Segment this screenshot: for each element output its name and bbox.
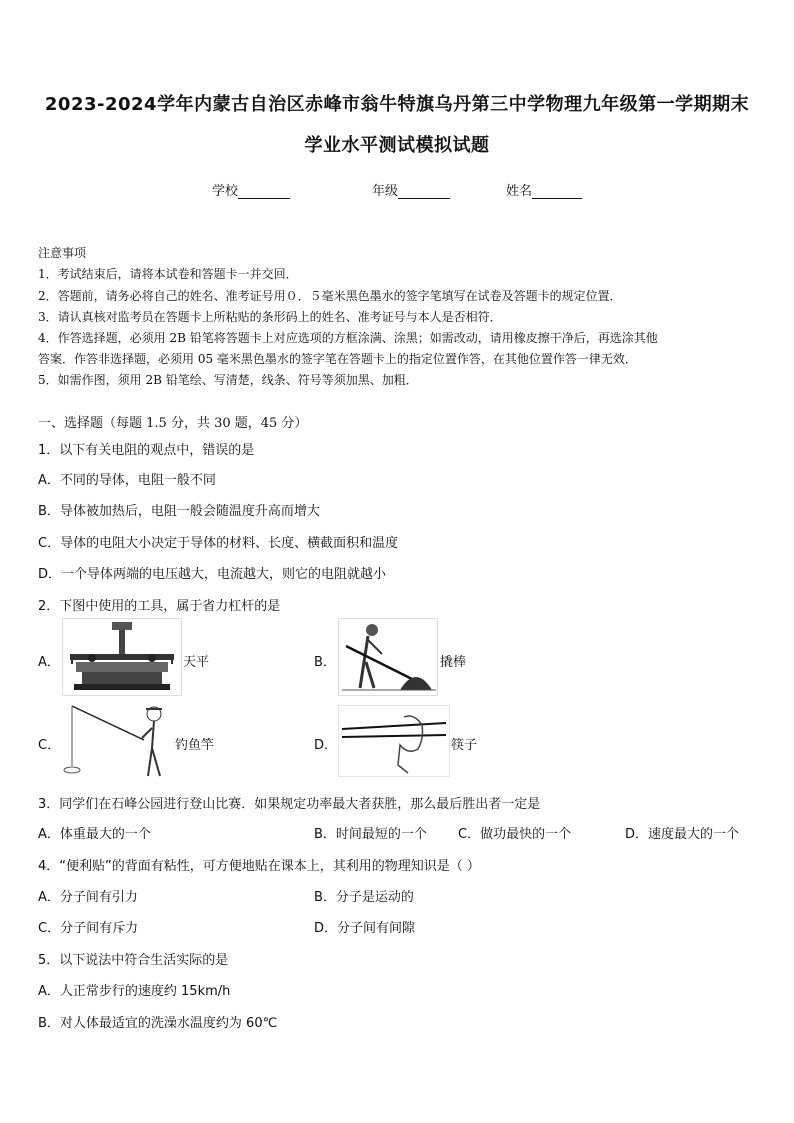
note-item: 5．如需作图，须用 2B 铅笔绘、写清楚，线条、符号等须加黑、加粗． [38,373,418,387]
q3-option-a: A．体重最大的一个 [38,827,151,842]
q2-option-a-letter: A． [38,655,60,670]
exam-title-line1: 2023-2024学年内蒙古自治区赤峰市翁牛特旗乌丹第三中学物理九年级第一学期期末 [44,94,750,115]
crowbar-image [338,618,438,696]
q2-option-b-label: 撬棒 [440,655,467,670]
grade-label: 年级 [372,184,399,199]
q2-option-c-label: 钓鱼竿 [175,738,215,753]
q2-option-a-label: 天平 [183,655,210,670]
q5-option-a: A．人正常步行的速度约 15km/h [38,984,231,999]
name-blank [532,184,582,199]
grade-blank [398,184,450,199]
q3-option-c: C．做功最快的一个 [458,827,572,842]
q1-option-d: D．一个导体两端的电压越大，电流越大，则它的电阻就越小 [38,567,387,582]
section-heading: 一、选择题（每题 1.5 分，共 30 题，45 分） [38,416,308,431]
q1-option-a: A．不同的导体，电阻一般不同 [38,473,216,488]
balance-scale-image [62,618,182,696]
q1-option-b: B．导体被加热后，电阻一般会随温度升高而增大 [38,504,320,519]
grade-field [372,180,450,199]
q2-option-d-label: 筷子 [451,738,478,753]
q3-option-d: D．速度最大的一个 [625,827,740,842]
q2-option-b-letter: B． [314,655,336,670]
notes-heading: 注意事项 [38,246,87,260]
q4-option-b: B．分子是运动的 [314,890,414,905]
q5-stem: 5．以下说法中符合生活实际的是 [38,953,229,968]
school-field [212,180,290,199]
note-item: 4．作答选择题，必须用 2B 铅笔将答题卡上对应选项的方框涂满、涂黑；如需改动，请用橡皮擦干净后，再选涂其他 [38,331,658,345]
school-label: 学校 [212,184,239,199]
q3-option-b: B．时间最短的一个 [314,827,427,842]
name-field [506,180,582,199]
q2-option-d-letter: D． [314,738,338,753]
q1-stem: 1．以下有关电阻的观点中，错误的是 [38,443,255,458]
note-item: 1．考试结束后，请将本试卷和答题卡一并交回． [38,267,298,281]
note-item: 答案．作答非选择题，必须用 05 毫米黑色墨水的签字笔在答题卡上的指定位置作答，在其他位置作答一律无效． [38,352,637,366]
q5-option-b: B．对人体最适宜的洗澡水温度约为 60℃ [38,1016,278,1031]
q4-option-d: D．分子间有间隙 [314,921,416,936]
q3-stem: 3．同学们在石峰公园进行登山比赛．如果规定功率最大者获胜，那么最后胜出者一定是 [38,797,541,812]
chopsticks-image [338,705,450,777]
q4-option-a: A．分子间有引力 [38,890,138,905]
q4-option-c: C．分子间有斥力 [38,921,139,936]
fishing-rod-image [62,700,174,780]
q2-option-c-letter: C． [38,738,61,753]
exam-title-line2: 学业水平测试模拟试题 [304,135,490,156]
name-label: 姓名 [506,184,533,199]
q2-stem: 2．下图中使用的工具，属于省力杠杆的是 [38,599,281,614]
note-item: 3．请认真核对监考员在答题卡上所粘贴的条形码上的姓名、准考证号与本人是否相符． [38,310,502,324]
note-item: 2．答题前，请务必将自己的姓名、准考证号用０．５毫米黑色墨水的签字笔填写在试卷及答题卡的规定位置． [38,289,622,303]
school-blank [238,184,290,199]
q1-option-c: C．导体的电阻大小决定于导体的材料、长度、横截面积和温度 [38,536,399,551]
q4-stem: 4．“便利贴”的背面有粘性，可方便地贴在课本上，其利用的物理知识是（ ） [38,859,480,874]
